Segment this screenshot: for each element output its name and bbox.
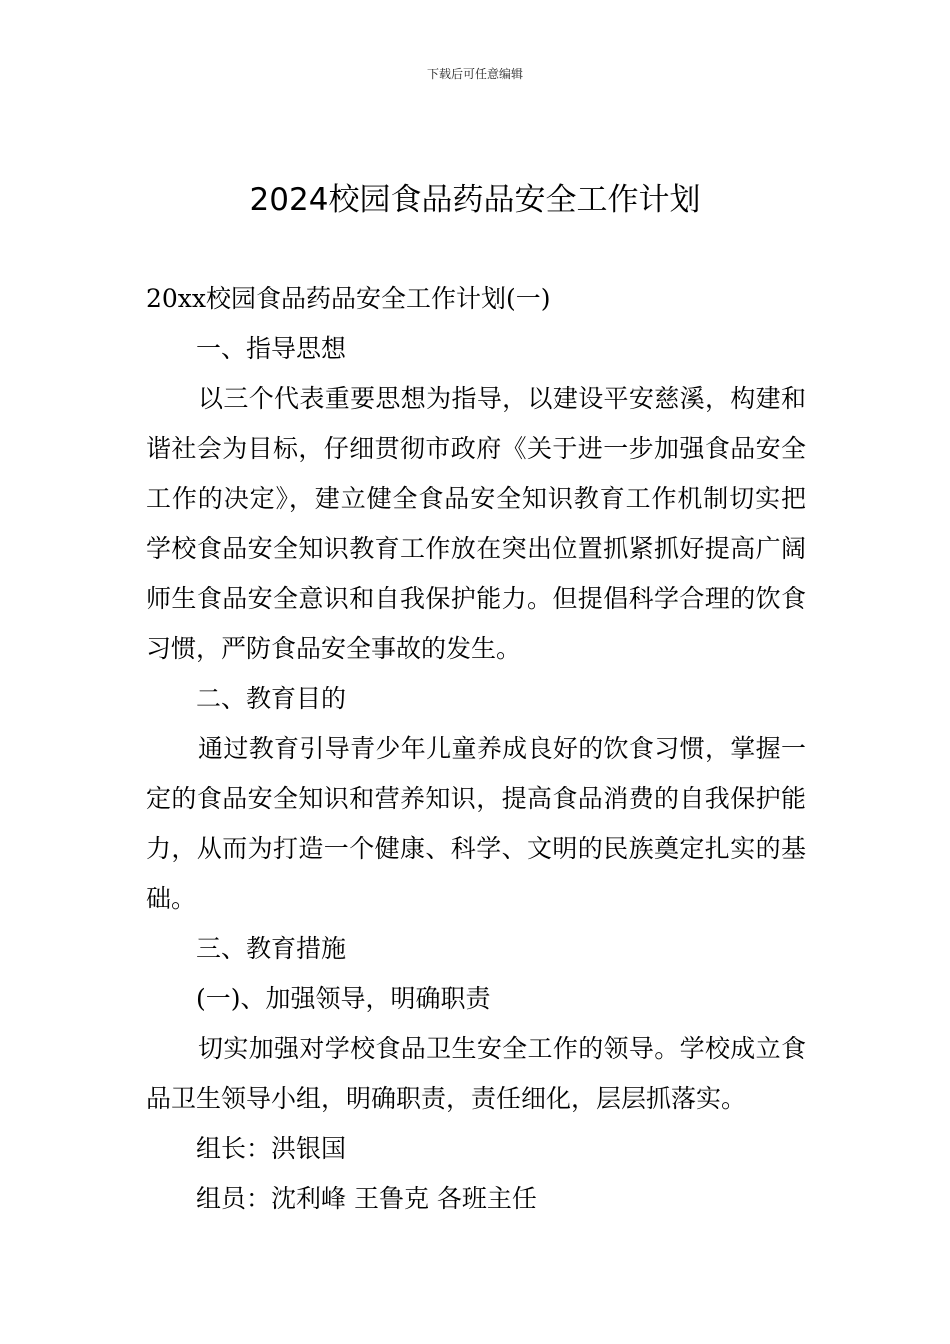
subsection-paragraph-leadership: 切实加强对学校食品卫生安全工作的领导。学校成立食品卫生领导小组，明确职责，责任细化，层层抓落实。 (146, 1034, 806, 1113)
download-note: 下载后可任意编辑 (426, 67, 523, 81)
section-heading-education-goals: 二、教育目的 (196, 684, 347, 713)
document-title: 2024校园食品药品安全工作计划 (249, 182, 701, 218)
document-body (146, 274, 806, 1224)
section-paragraph-education-goals: 通过教育引导青少年儿童养成良好的饮食习惯，掌握一定的食品安全知识和营养知识，提高食品消费的自我保护能力，从而为打造一个健康、科学、文明的民族奠定扎实的基础。 (146, 734, 806, 913)
section-paragraph-guiding-ideology: 以三个代表重要思想为指导，以建设平安慈溪，构建和谐社会为目标，仔细贯彻市政府《关于进一步加强食品安全工作的决定》，建立健全食品安全知识教育工作机制切实把学校食品安全知识教育工作放在突出位置抓紧抓好提高广阔师生食品安全意识和自我保护能力。但提倡科学合理的饮食习惯，严防食品安全事故的发生。 (146, 384, 806, 663)
section-heading-education-measures: 三、教育措施 (196, 934, 347, 963)
subsection-heading-leadership: (一)、加强领导，明确职责 (196, 984, 491, 1013)
group-members-line: 组员：沈利峰 王鲁克 各班主任 (196, 1184, 537, 1213)
plan-subtitle: 20xx校园食品药品安全工作计划(一) (146, 284, 551, 313)
group-leader-line: 组长：洪银国 (196, 1134, 347, 1163)
section-heading-guiding-ideology: 一、指导思想 (196, 334, 347, 363)
